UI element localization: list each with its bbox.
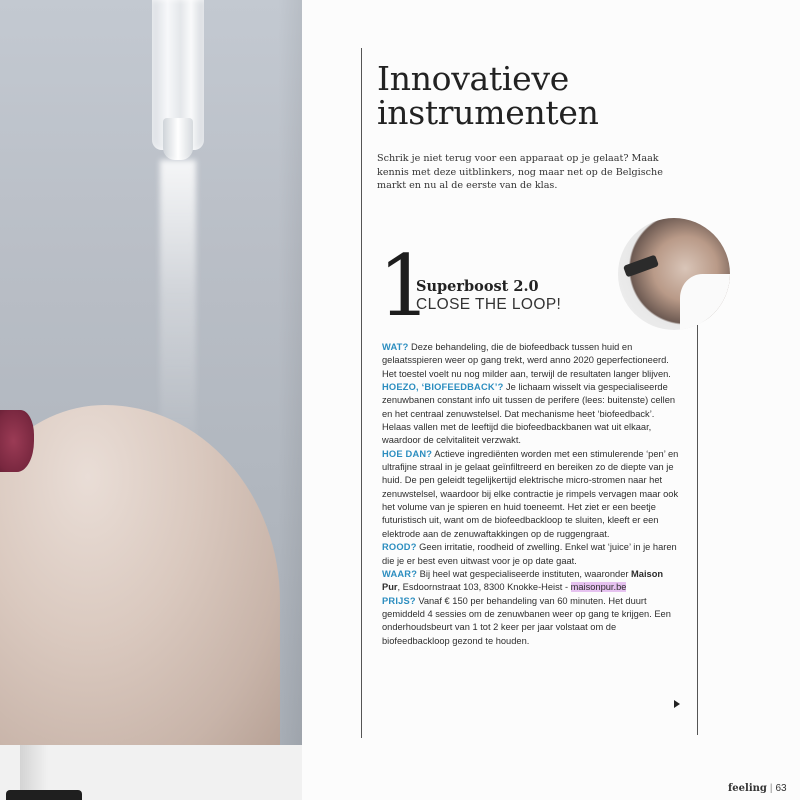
mist-spray	[160, 160, 196, 460]
magazine-name: feeling	[728, 783, 767, 794]
page-footer	[728, 783, 787, 794]
spray-nozzle-tip	[163, 118, 193, 160]
text-waar: Bij heel wat gespecialiseerde instituten, waaronder	[417, 568, 632, 579]
treatment-pen	[623, 255, 659, 278]
paragraph-prijs	[382, 595, 682, 648]
footer-separator: |	[769, 783, 773, 794]
label-prijs: PRIJS?	[382, 595, 416, 606]
venue-address: , Esdoornstraat 103, 8300 Knokke-Heist -	[397, 582, 571, 593]
article-title	[377, 59, 677, 132]
treatment-photo	[618, 218, 730, 330]
section-title: Superboost 2.0	[416, 278, 539, 295]
paragraph-hoezo	[382, 381, 682, 448]
venue-link[interactable]: maisonpur.be	[570, 582, 627, 593]
bottom-tab	[6, 790, 82, 800]
section-subtitle: CLOSE THE LOOP!	[416, 296, 562, 313]
label-hoedan: HOE DAN?	[382, 448, 433, 459]
text-hoezo: Je lichaam wisselt via gespecialiseerde zenuwbanen constant info uit tussen de perifere (lees: buitenste) cellen en het centraal zenuwstelsel. Dat mechanisme heet ‘biofeedback’. Helaas vallen met de leeftijd die biofeedbackbanen wat uit elkaar, waardoor de celvitaliteit verzwakt.	[382, 382, 676, 446]
column-rule-left	[361, 48, 362, 738]
text-wat: Deze behandeling, die de biofeedback tussen huid en gelaatsspieren weer op gang trekt, werd anno 2020 geperfectioneerd. Het toestel voelt nu nog milder aan, terwijl de resultaten langer blijven.	[382, 342, 671, 379]
text-prijs: Vanaf € 150 per behandeling van 60 minuten. Het duurt gemiddeld 4 sessies om de zenuwbanen weer op gang te krijgen. Een onderhoudsbeurt van 1 tot 2 keer per jaar volstaat om de biofeedbackloop gezond te houden.	[382, 595, 671, 646]
section-number: 1	[378, 237, 432, 335]
paragraph-wat	[382, 341, 682, 381]
venue-name: Maison Pur	[382, 568, 664, 593]
paragraph-waar	[382, 568, 682, 595]
label-rood: ROOD?	[382, 542, 417, 553]
label-wat: WAT?	[382, 342, 409, 352]
page-number: 63	[775, 783, 787, 794]
spray-face-photo	[0, 0, 302, 745]
photo-edge-shadow	[278, 0, 302, 745]
lips	[0, 410, 34, 472]
column-rule-right	[697, 325, 698, 735]
continue-arrow-icon	[674, 700, 680, 708]
paragraph-hoedan	[382, 448, 682, 541]
text-rood: Geen irritatie, roodheid of zwelling. Enkel wat ‘juice’ in je haren die je er best even uitwast voor je op date gaat.	[382, 542, 677, 566]
label-hoezo: HOEZO, ‘BIOFEEDBACK’?	[382, 382, 504, 393]
towel	[680, 274, 730, 330]
article-body	[382, 341, 682, 648]
paragraph-rood	[382, 541, 682, 568]
text-hoedan: Actieve ingrediënten worden met een stimulerende ‘pen’ en ultrafijne straal in je gelaat geïnfiltreerd en bereiken zo de diepte van je huid. De pen geleidt tegelijkertijd elektrische micro-stromen naar het zenuwstelsel, waardoor bij elke contractie je rimpels vervagen maar ook het volume van je spieren en huid toeneemt. Het ziet er een beetje futuristisch uit, want om de biofeedbackloop te sluiten, kleeft er een elektrode aan de zenuwaftakkingen op de ruggengraat.	[382, 448, 679, 539]
label-waar: WAAR?	[382, 568, 418, 579]
face-profile	[0, 405, 280, 745]
article-intro: Schrik je niet terug voor een apparaat op je gelaat? Maak kennis met deze uitblinkers, nog maar net op de Belgische markt en nu al de eerste van de klas.	[377, 153, 663, 191]
title-line-2: instrumenten	[377, 93, 599, 132]
title-line-1: Innovatieve	[377, 59, 569, 98]
